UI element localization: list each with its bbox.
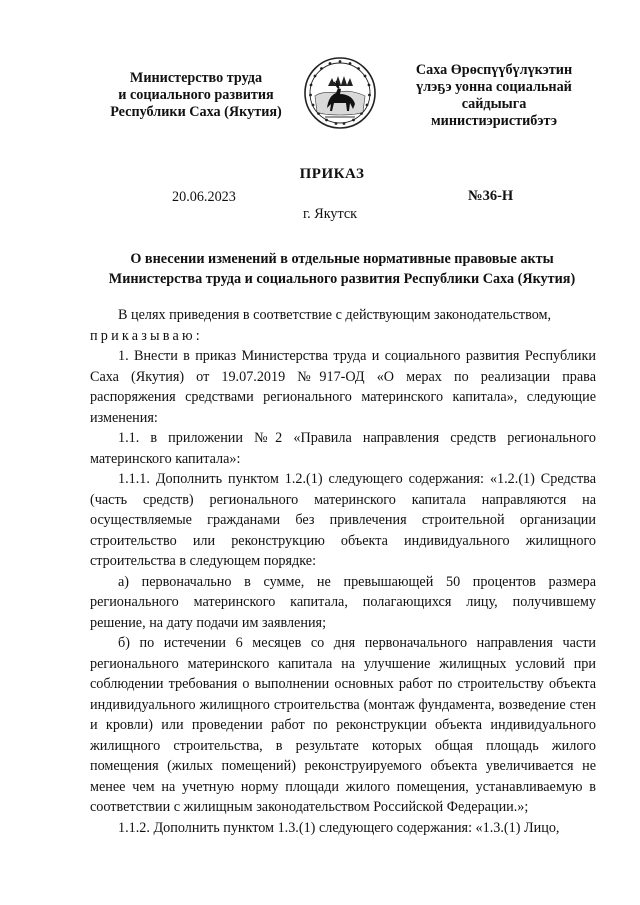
- subject-line: О внесении изменений в отдельные нормативные правовые акты: [130, 251, 554, 267]
- ministry-name-russian: [86, 70, 306, 121]
- order-title: ПРИКАЗ: [299, 166, 365, 182]
- ministry-name-line: министиэристибэтэ: [431, 113, 557, 129]
- order-number: №36-Н: [468, 188, 514, 204]
- paragraph-item-a: а) первоначально в сумме, не превышающей 50 процентов размера регионального материнского капитала, полагающихся лицу, получившему решение, на дату подачи им заявления;: [90, 573, 596, 631]
- paragraph-order-word: приказываю:: [90, 327, 203, 344]
- document-body: [90, 305, 596, 838]
- subject-line: Министерства труда и социального развития Республики Саха (Якутия): [108, 271, 576, 287]
- paragraph-item-b: б) по истечении 6 месяцев со дня первоначального направления части регионального материнского капитала на улучшение жилищных условий при соблюдении требования о выполнении основных работ по строительству объекта индивидуального жилищного строительства (монтаж фундамента, возведение стен и кровли) или проведении работ по реконструкции объекта индивидуального жилищного строительства, в результате которых общая площадь жилого помещения (жилых помещений) реконструируемого объекта увеличивается не менее чем на учетную норму площади жилого помещения, устанавливаемую в соответствии с жилищным законодательством Российской Федерации.»;: [90, 635, 596, 815]
- paragraph-item-1-1-2: 1.1.2. Дополнить пунктом 1.3.(1) следующего содержания: «1.3.(1) Лицо,: [118, 819, 560, 836]
- ministry-name-line: Министерство труда: [129, 70, 263, 86]
- paragraph-item-1-1-1: 1.1.1. Дополнить пунктом 1.2.(1) следующего содержания: «1.2.(1) Средства (часть средств) регионального материнского капитала направляются на осуществляемые гражданами без привлечения строительной организации строительство или реконструкцию объекта индивидуального жилищного строительства в следующем порядке:: [90, 471, 596, 569]
- order-city: г. Якутск: [302, 206, 358, 222]
- paragraph-item-1: 1. Внести в приказ Министерства труда и социального развития Республики Саха (Якутия) от 19.07.2019 №917-ОД «О мерах по реализации права распоряжения средствами регионального материнского капитала», следующие изменения:: [90, 348, 596, 426]
- order-date: 20.06.2023: [172, 189, 236, 205]
- order-subject: [88, 249, 596, 289]
- ministry-name-yakut: [394, 62, 594, 130]
- ministry-name-line: и социального развития: [118, 87, 274, 103]
- ministry-name-line: Республики Саха (Якутия): [110, 104, 282, 120]
- paragraph-item-1-1: 1.1. в приложении №2 «Правила направления средств регионального материнского капитала»:: [90, 430, 596, 467]
- paragraph-intro: В целях приведения в соответствие с действующим законодательством,: [118, 307, 552, 323]
- ministry-name-line: сайдыыга: [461, 96, 527, 112]
- ministry-name-line: Саха Өрөспүүбүлүкэтин: [415, 62, 573, 78]
- coat-of-arms-icon: [303, 56, 377, 130]
- ministry-name-line: үлэҕэ уонна социальнай: [416, 79, 572, 95]
